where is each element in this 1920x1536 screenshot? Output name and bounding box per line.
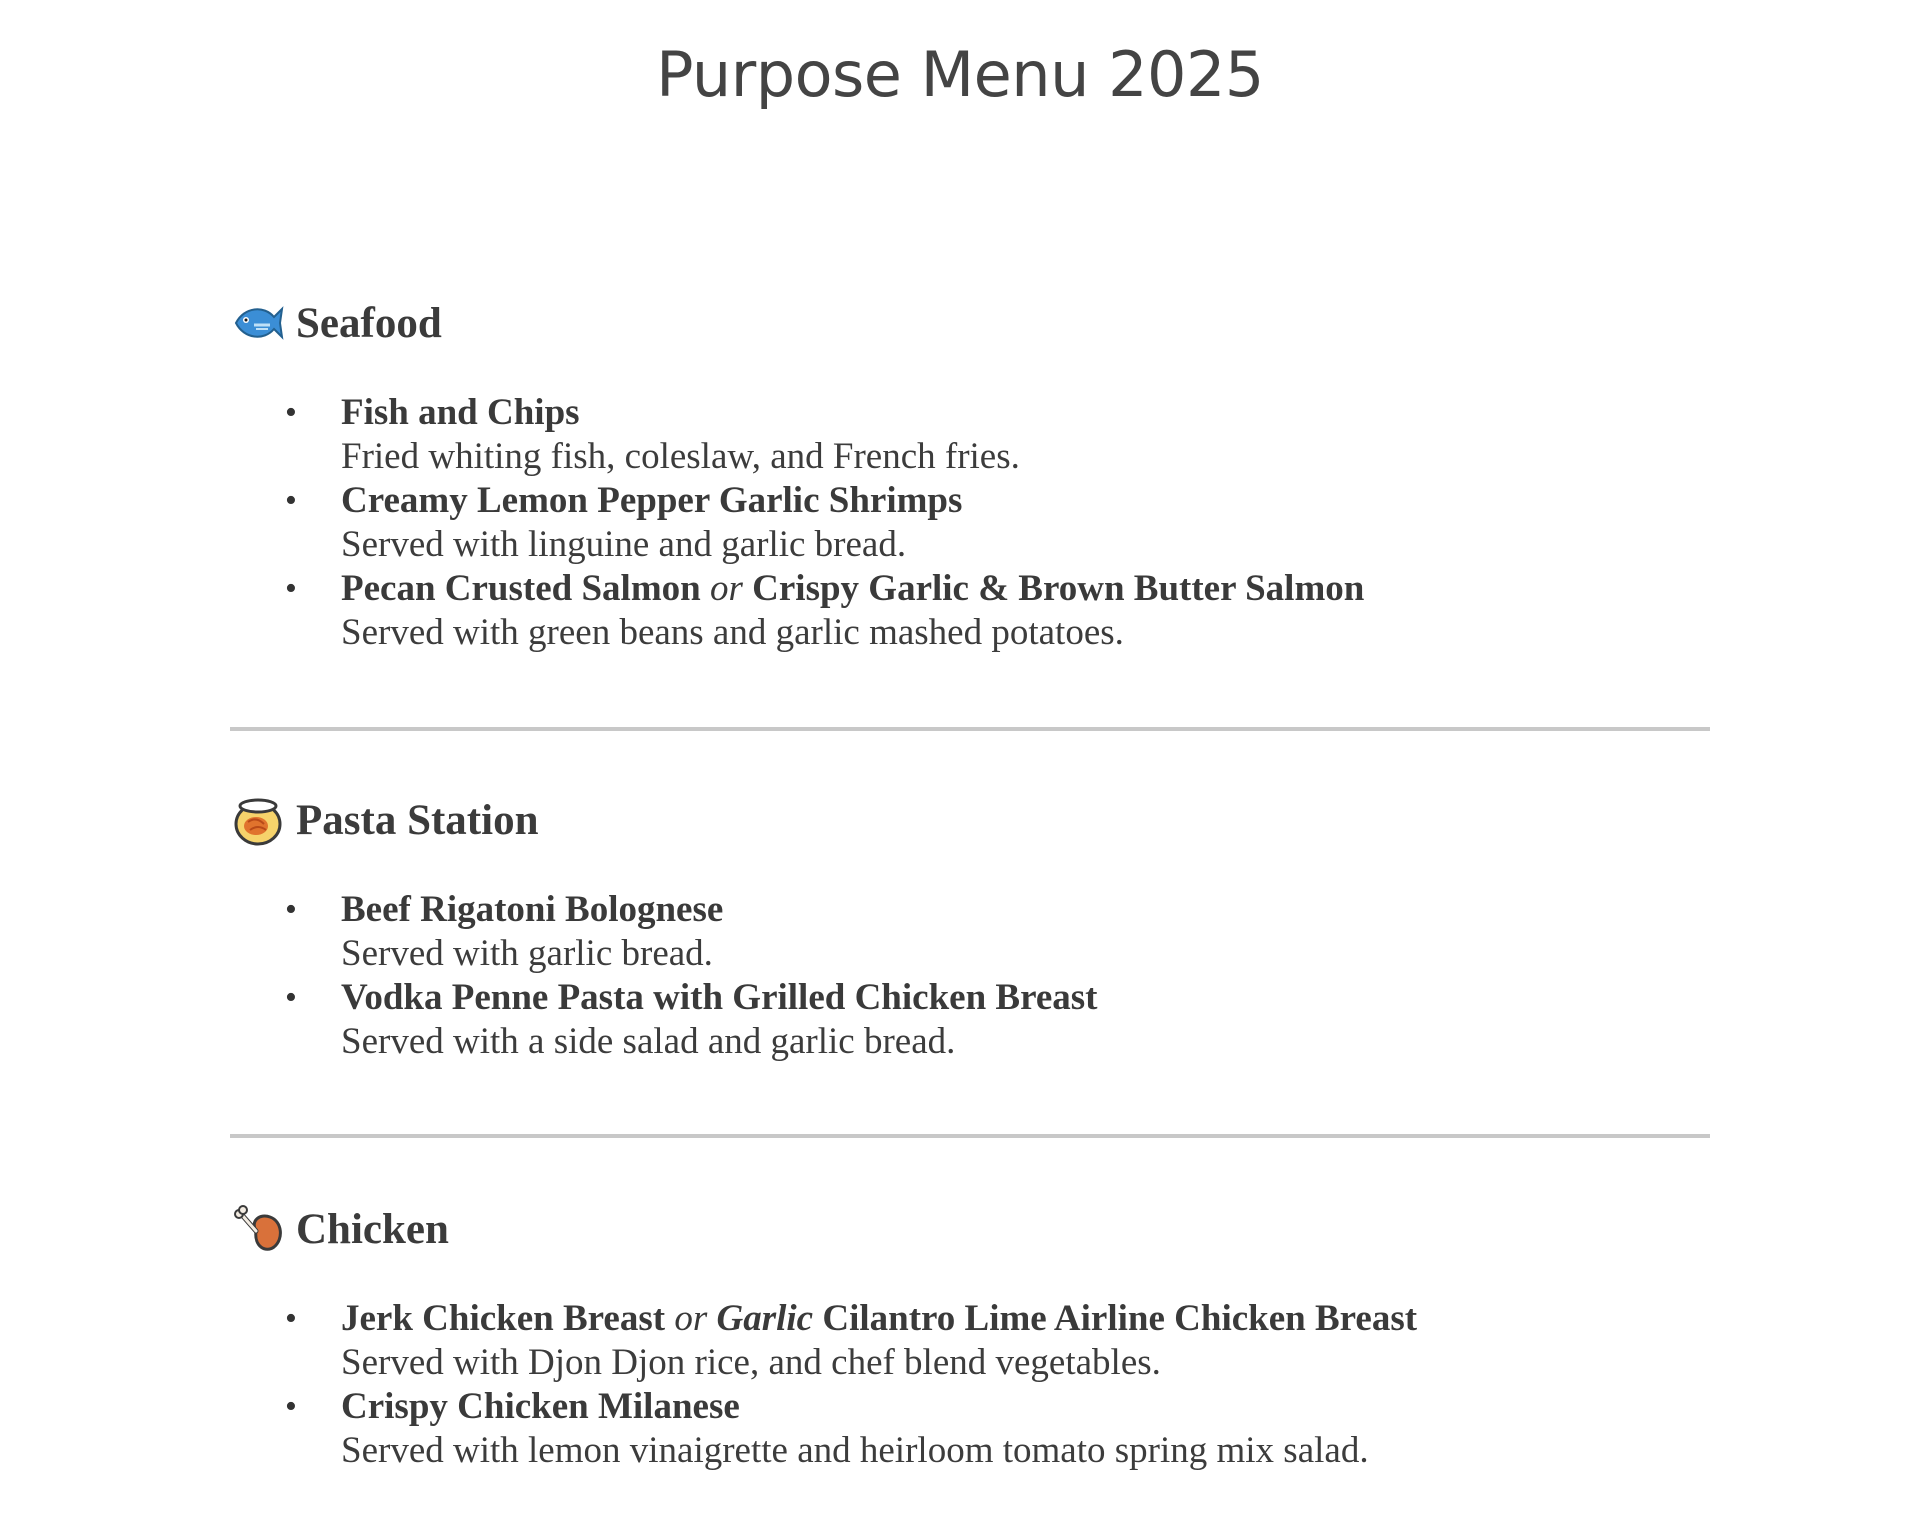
item-description: Served with a side salad and garlic bread. — [341, 1021, 956, 1062]
bullet-icon: • — [285, 891, 297, 928]
bullet-icon: • — [285, 1388, 297, 1425]
list-item — [285, 479, 1364, 567]
pasta-bowl-icon — [230, 792, 286, 848]
item-description: Fried whiting fish, coleslaw, and French fries. — [341, 436, 1020, 477]
section-title: Pasta Station — [296, 796, 539, 844]
section-title: Chicken — [296, 1205, 449, 1253]
item-name: Fish and Chips — [341, 392, 580, 433]
item-name: Crispy Chicken Milanese — [341, 1386, 740, 1427]
fish-icon — [230, 295, 286, 351]
item-name: Creamy Lemon Pepper Garlic Shrimps — [341, 480, 963, 521]
chicken-leg-icon — [230, 1201, 286, 1257]
section-chicken — [230, 1199, 1710, 1471]
bullet-icon: • — [285, 570, 297, 607]
page-title: Purpose Menu 2025 — [656, 38, 1264, 111]
item-name — [341, 1297, 1417, 1341]
section-pasta-station — [230, 790, 1710, 1062]
item-name-part2: Cilantro Lime Airline Chicken Breast — [822, 1298, 1418, 1339]
item-description: Served with garlic bread. — [341, 933, 713, 974]
menu-item-list — [285, 888, 1098, 1064]
section-divider — [230, 1134, 1710, 1138]
item-name-or: or — [674, 1298, 708, 1339]
section-header-pasta — [230, 790, 1710, 850]
section-divider — [230, 727, 1710, 731]
section-header-chicken — [230, 1199, 1710, 1259]
item-description: Served with linguine and garlic bread. — [341, 524, 907, 565]
item-name — [341, 567, 1364, 611]
item-name-part1: Pecan Crusted Salmon — [341, 568, 701, 609]
list-item — [285, 391, 1364, 479]
item-description: Served with green beans and garlic mashed potatoes. — [341, 612, 1124, 653]
bullet-icon: • — [285, 1300, 297, 1337]
list-item — [285, 888, 1098, 976]
item-name-part1: Jerk Chicken Breast — [341, 1298, 666, 1339]
section-title: Seafood — [296, 299, 442, 347]
item-description: Served with Djon Djon rice, and chef blend vegetables. — [341, 1342, 1161, 1383]
list-item — [285, 1385, 1417, 1473]
item-name-garlic: Garlic — [716, 1298, 814, 1339]
item-name: Vodka Penne Pasta with Grilled Chicken Breast — [341, 977, 1098, 1018]
bullet-icon: • — [285, 394, 297, 431]
section-seafood — [230, 293, 1710, 653]
menu-item-list — [285, 391, 1364, 655]
menu-item-list — [285, 1297, 1417, 1473]
section-header-seafood — [230, 293, 1710, 353]
bullet-icon: • — [285, 979, 297, 1016]
item-name-part2: Crispy Garlic & Brown Butter Salmon — [752, 568, 1365, 609]
item-description: Served with lemon vinaigrette and heirloom tomato spring mix salad. — [341, 1430, 1369, 1471]
list-item — [285, 567, 1364, 655]
list-item — [285, 1297, 1417, 1385]
item-name: Beef Rigatoni Bolognese — [341, 889, 724, 930]
list-item — [285, 976, 1098, 1064]
bullet-icon: • — [285, 482, 297, 519]
item-name-or: or — [709, 568, 743, 609]
